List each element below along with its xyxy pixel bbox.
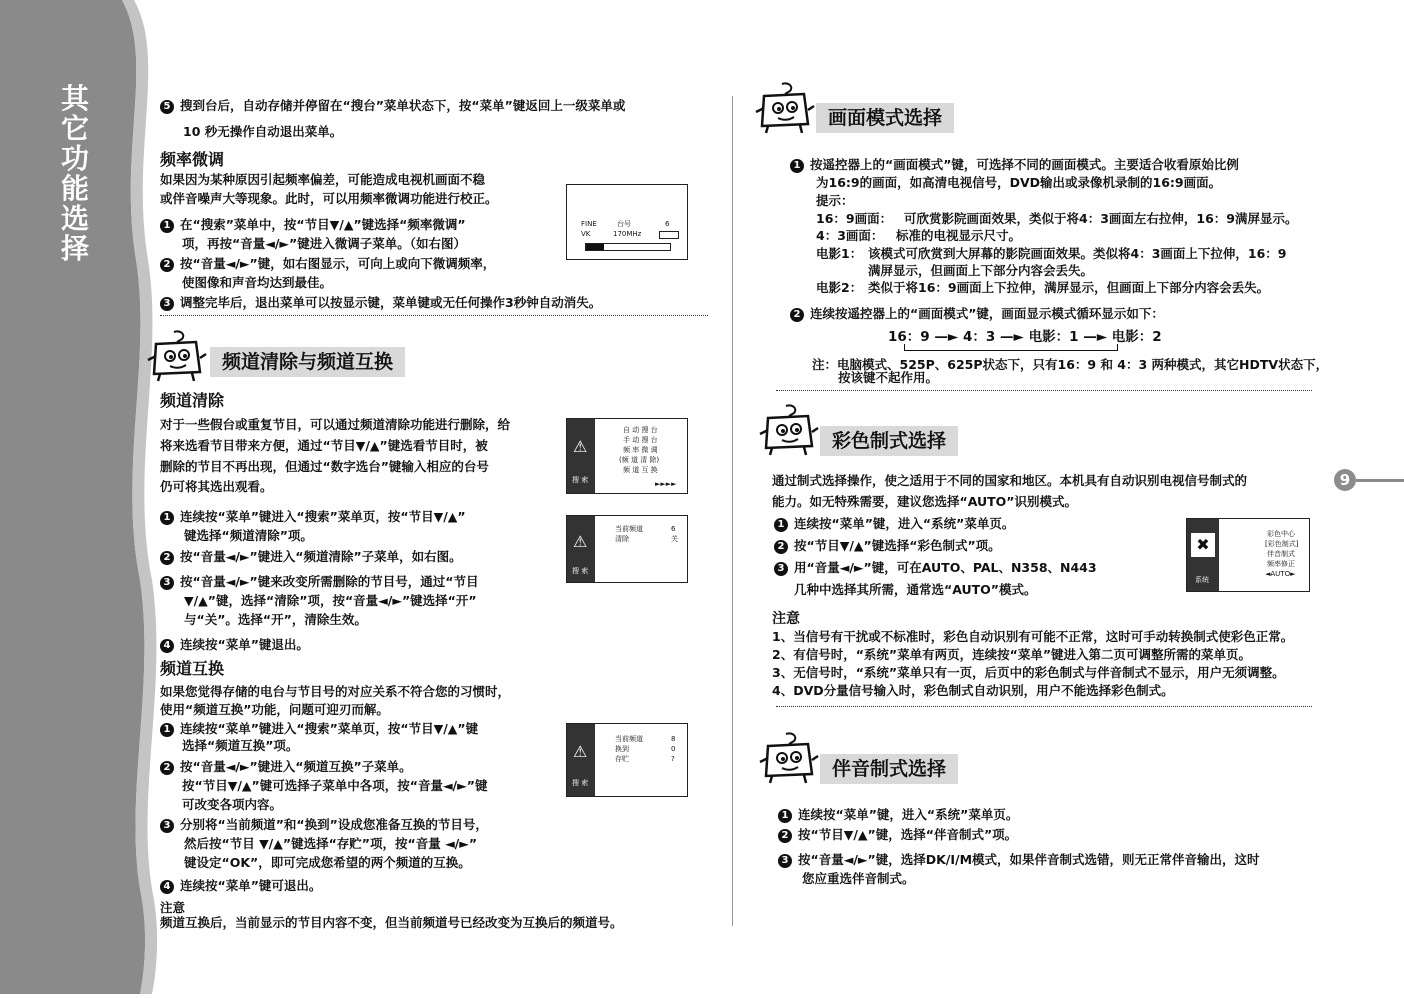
cycle-return-line [904,344,1118,351]
fine-tune-step1-a: 1 在“搜索”菜单中，按“节目▼/▲”键选择“频率微调” [160,216,466,234]
step-number: 1 [160,219,174,233]
menu-item: 彩色中心 [1267,530,1295,538]
step-number: 4 [160,880,174,894]
mode-16-9-text: 可欣赏影院画面效果，类似于将4：3画面左右拉伸，16：9满屏显示。 [904,211,1298,226]
swap-note-text: 频道互换后，当前显示的节目内容不变，但当前频道号已经改变为互换后的频道号。 [160,915,623,930]
swap-step1-b: 选择“频道互换”项。 [182,738,299,753]
mascot-tv-icon [756,732,820,784]
menu-row-value: 6 [671,525,676,533]
step-number: 3 [160,297,174,311]
step-number: 1 [790,159,804,173]
channel-label: 台号 [617,220,631,228]
step-number: 2 [778,829,792,843]
color-system-title: 彩色制式选择 [820,426,958,456]
menu-item: 伴音制式 [1267,550,1295,558]
sound-step1: 1 连续按“菜单”键，进入“系统”菜单页。 [778,806,1018,824]
picture-note-b: 按该键不起作用。 [838,370,939,385]
satellite-dish-icon: ⚠ [573,532,588,551]
sidebar-title [50,84,102,264]
mode-movie2-text: 类似于将16：9画面上下拉伸，满屏显示，但画面上下部分内容会丢失。 [868,280,1270,295]
sidebar-title-char: 择 [60,232,91,265]
mascot-tv-icon [752,82,816,134]
fine-tune-heading: 频率微调 [160,150,225,169]
sound-step3-b: 您应重选伴音制式。 [802,871,915,886]
color-step3-b: 几种中选择其所需，通常选“AUTO”模式。 [794,582,1037,597]
column-divider [732,96,733,926]
step-number: 4 [160,639,174,653]
channel-clear-screen [566,515,688,583]
menu-side-label: 搜 索 [572,779,589,787]
clear-intro-3: 删除的节目不再出现，但通过“数字选台”键输入相应的台号 [160,459,489,474]
fine-tune-step2-b: 使图像和声音均达到最佳。 [182,275,333,290]
section-separator [160,315,708,316]
color-step3-a: 3 用“音量◄/►”键，可在AUTO、PAL、N358、N443 [774,559,1097,577]
sound-step2: 2 按“节目▼/▲”键，选择“伴音制式”项。 [778,826,1017,844]
step-number: 2 [160,258,174,272]
fine-tune-step2-a: 2 按“音量◄/►”键，如右图显示，可向上或向下微调频率， [160,255,495,273]
color-step2: 2 按“节目▼/▲”键选择“彩色制式”项。 [774,537,1001,555]
sidebar-title-char: 选 [60,202,91,235]
picture-step1-b: 为16:9的画面，如高清电视信号，DVD输出或录像机录制的16:9画面。 [816,175,1222,190]
menu-item-selected: (频 道 清 除) [619,456,660,464]
step-number: 2 [160,761,174,775]
picture-mode-title: 画面模式选择 [816,103,954,133]
fine-label: FINE [581,220,597,228]
mode-16-9-label: 16：9画面： [816,211,893,226]
swap-step2-a: 2 按“音量◄/►”键进入“频道互换”子菜单。 [160,758,412,776]
mode-movie2-label: 电影2： [816,280,863,295]
menu-side-label: 系统 [1195,576,1209,584]
cycle-mode: 16：9 [888,329,930,345]
menu-row-label: 换到 [615,745,629,753]
step-number: 1 [160,511,174,525]
menu-row-label: 当前频道 [615,525,643,533]
cycle-mode: 电影：2 [1111,329,1162,345]
step-number: 5 [160,100,174,114]
sound-step3-a: 3 按“音量◄/►”键，选择DK/I/M模式，如果伴音制式选错，则无正常伴音输出，这时 [778,851,1260,869]
swap-intro-1: 如果您觉得存储的电台与节目号的对应关系不符合您的习惯时， [160,684,511,699]
satellite-dish-icon: ⚠ [573,437,588,456]
picture-step2: 2 连续按遥控器上的“画面模式”键，画面显示模式循环显示如下： [790,305,1164,323]
clear-step4: 4 连续按“菜单”键退出。 [160,636,309,654]
swap-step2-c: 可改变各项内容。 [182,797,283,812]
menu-row-value: 关 [671,535,678,543]
menu-item: 自 动 搜 台 [623,426,658,434]
clear-step2: 2 按“音量◄/►”键进入“频道清除”子菜单，如右图。 [160,548,462,566]
menu-item: 手 动 搜 台 [623,436,658,444]
tools-icon: ✖ [1191,533,1215,557]
menu-item: 频 道 互 换 [623,466,658,474]
system-menu-screen [1186,518,1310,592]
mode-movie1-text-b: 满屏显示，但画面上下部分内容会丢失。 [868,263,1094,278]
swap-step3-b: 然后按“节目 ▼/▲”键选择“存贮”项，按“音量 ◄/►” [184,836,478,851]
menu-row-value: ? [671,755,675,763]
arrow-right-icon: —► [934,329,959,345]
search-continued-line2: 10 秒无操作自动退出菜单。 [183,124,343,139]
menu-row-value: 8 [671,735,676,743]
section-separator [776,706,1312,707]
menu-item: 频率修正 [1267,560,1295,568]
frequency-value: 170MHz [613,230,642,238]
page-number-rule [1356,479,1404,482]
swap-step3-c: 键设定“OK”，即可完成您希望的两个频道的互换。 [184,855,471,870]
search-menu-screen [566,418,688,494]
menu-row-label: 当前频道 [615,735,643,743]
mode-movie1-label: 电影1： [816,246,863,261]
color-step1: 1 连续按“菜单”键，进入“系统”菜单页。 [774,515,1014,533]
tuning-bar [585,243,671,251]
sidebar-title-char: 能 [60,172,91,205]
clear-step3-c: 与“关”。选择“开”，清除生效。 [184,612,367,627]
step-number: 1 [774,518,788,532]
menu-item-selected: [彩色制式] [1265,540,1299,548]
mode-4-3-text: 标准的电视显示尺寸。 [896,228,1022,243]
menu-row-label: 清除 [615,535,629,543]
color-intro-1: 通过制式选择操作，使之适用于不同的国家和地区。本机具有自动识别电视信号制式的 [772,473,1248,488]
arrow-right-icon: —► [999,329,1024,345]
color-note-2: 2、有信号时，“系统”菜单有两页，连续按“菜单”键进入第二页可调整所需的菜单页。 [772,647,1252,662]
menu-row-label: 存贮 [615,755,629,763]
channel-clear-heading: 频道清除 [160,391,225,410]
mascot-tv-icon [144,330,208,382]
clear-intro-4: 仍可将其选出观看。 [160,479,273,494]
swap-step4: 4 连续按“菜单”键可退出。 [160,877,321,895]
menu-arrows: ►►►► [655,480,677,488]
step-number: 3 [160,576,174,590]
fine-tune-intro-2: 或伴音噪声大等现象。此时，可以用频率微调功能进行校正。 [160,191,498,206]
channel-value: 6 [665,220,670,228]
color-intro-2: 能力。如无特殊需要，建议您选择“AUTO”识别模式。 [772,494,1078,509]
mascot-tv-icon [756,404,820,456]
step-number: 1 [778,809,792,823]
mode-movie1-text-a: 该模式可欣赏到大屏幕的影院画面效果。类似将4：3画面上下拉伸，16：9 [868,246,1287,261]
fine-tune-intro-1: 如果因为某种原因引起频率偏差，可能造成电视机画面不稳 [160,172,486,187]
swap-step1-a: 1 连续按“菜单”键进入“搜索”菜单页，按“节目▼/▲”键 [160,720,478,738]
menu-row-value: 0 [671,745,676,753]
channel-swap-heading: 频道互换 [160,659,225,678]
sidebar-title-char: 功 [60,142,91,175]
color-note-1: 1、当信号有干扰或不标准时，彩色自动识别有可能不正常，这时可手动转换制式使彩色正常。 [772,629,1294,644]
clear-intro-2: 将来选看节目带来方便，通过“节目▼/▲”键选看节目时，被 [160,438,488,453]
sidebar-title-char: 它 [60,112,91,145]
sidebar-title-char: 其 [60,82,91,115]
band-label: VK [581,230,591,238]
cycle-mode: 4：3 [962,329,996,345]
arrow-right-icon: —► [1083,329,1108,345]
clear-step1-b: 键选择“频道清除”项。 [184,528,313,543]
fine-tune-screen [566,184,688,260]
step-number: 3 [160,819,174,833]
menu-item: 频 率 微 调 [623,446,658,454]
fine-tune-step3: 3 调整完毕后，退出菜单可以按显示键，菜单键或无任何操作3秒钟自动消失。 [160,294,601,312]
cycle-mode: 电影：1 [1028,329,1079,345]
channel-section-title: 频道清除与频道互换 [210,347,405,377]
color-note-4: 4、DVD分量信号输入时，彩色制式自动识别，用户不能选择彩色制式。 [772,683,1174,698]
picture-note-a: 注：电脑模式、525P、625P状态下，只有16：9 和 4：3 两种模式，其它HDTV状态下， [812,357,1329,372]
clear-step1-a: 1 连续按“菜单”键进入“搜索”菜单页，按“节目▼/▲” [160,508,466,526]
menu-side-label: 搜 索 [572,567,589,575]
swap-intro-2: 使用“频道互换”功能，问题可迎刃而解。 [160,702,389,717]
step-number: 3 [774,562,788,576]
picture-hint: 提示： [816,193,854,208]
clear-step3-b: ▼/▲”键，选择“清除”项，按“音量◄/►”键选择“开” [184,593,477,608]
section-separator [776,390,1312,391]
menu-side-label: 搜 索 [572,476,589,484]
clear-step3-a: 3 按“音量◄/►”键来改变所需删除的节目号，通过“节目 [160,573,478,591]
sound-system-title: 伴音制式选择 [820,754,958,784]
mode-4-3-label: 4：3画面： [816,228,884,243]
step-number: 1 [160,723,174,737]
satellite-dish-icon: ⚠ [573,742,588,761]
clear-intro-1: 对于一些假台或重复节目，可以通过频道清除功能进行删除，给 [160,417,511,432]
swap-note-heading: 注意 [160,900,186,915]
fine-tune-step1-b: 项，再按“音量◄/►”键进入微调子菜单。（如右图） [182,236,466,251]
search-continued-line1: 5 搜到台后，自动存储并停留在“搜台”菜单状态下，按“菜单”键返回上一级菜单或 [160,97,625,115]
swap-step2-b: 按“节目▼/▲”键可选择子菜单中各项，按“音量◄/►”键 [182,778,488,793]
swap-step3-a: 3 分别将“当前频道”和“换到”设成您准备互换的节目号， [160,816,488,834]
tuning-bar-fill [586,244,604,250]
step-number: 2 [790,308,804,322]
menu-value: ◄AUTO► [1265,570,1296,578]
color-note-heading: 注意 [772,611,800,627]
page-number: 9 [1334,469,1356,491]
signal-icon [659,231,679,239]
step-number: 3 [778,854,792,868]
color-note-3: 3、无信号时，“系统”菜单只有一页，后页中的彩色制式与伴音制式不显示，用户无须调整。 [772,665,1285,680]
channel-swap-screen [566,723,688,797]
step-number: 2 [160,551,174,565]
step-number: 2 [774,540,788,554]
picture-step1-a: 1 按遥控器上的“画面模式”键，可选择不同的画面模式。主要适合收看原始比例 [790,156,1239,174]
